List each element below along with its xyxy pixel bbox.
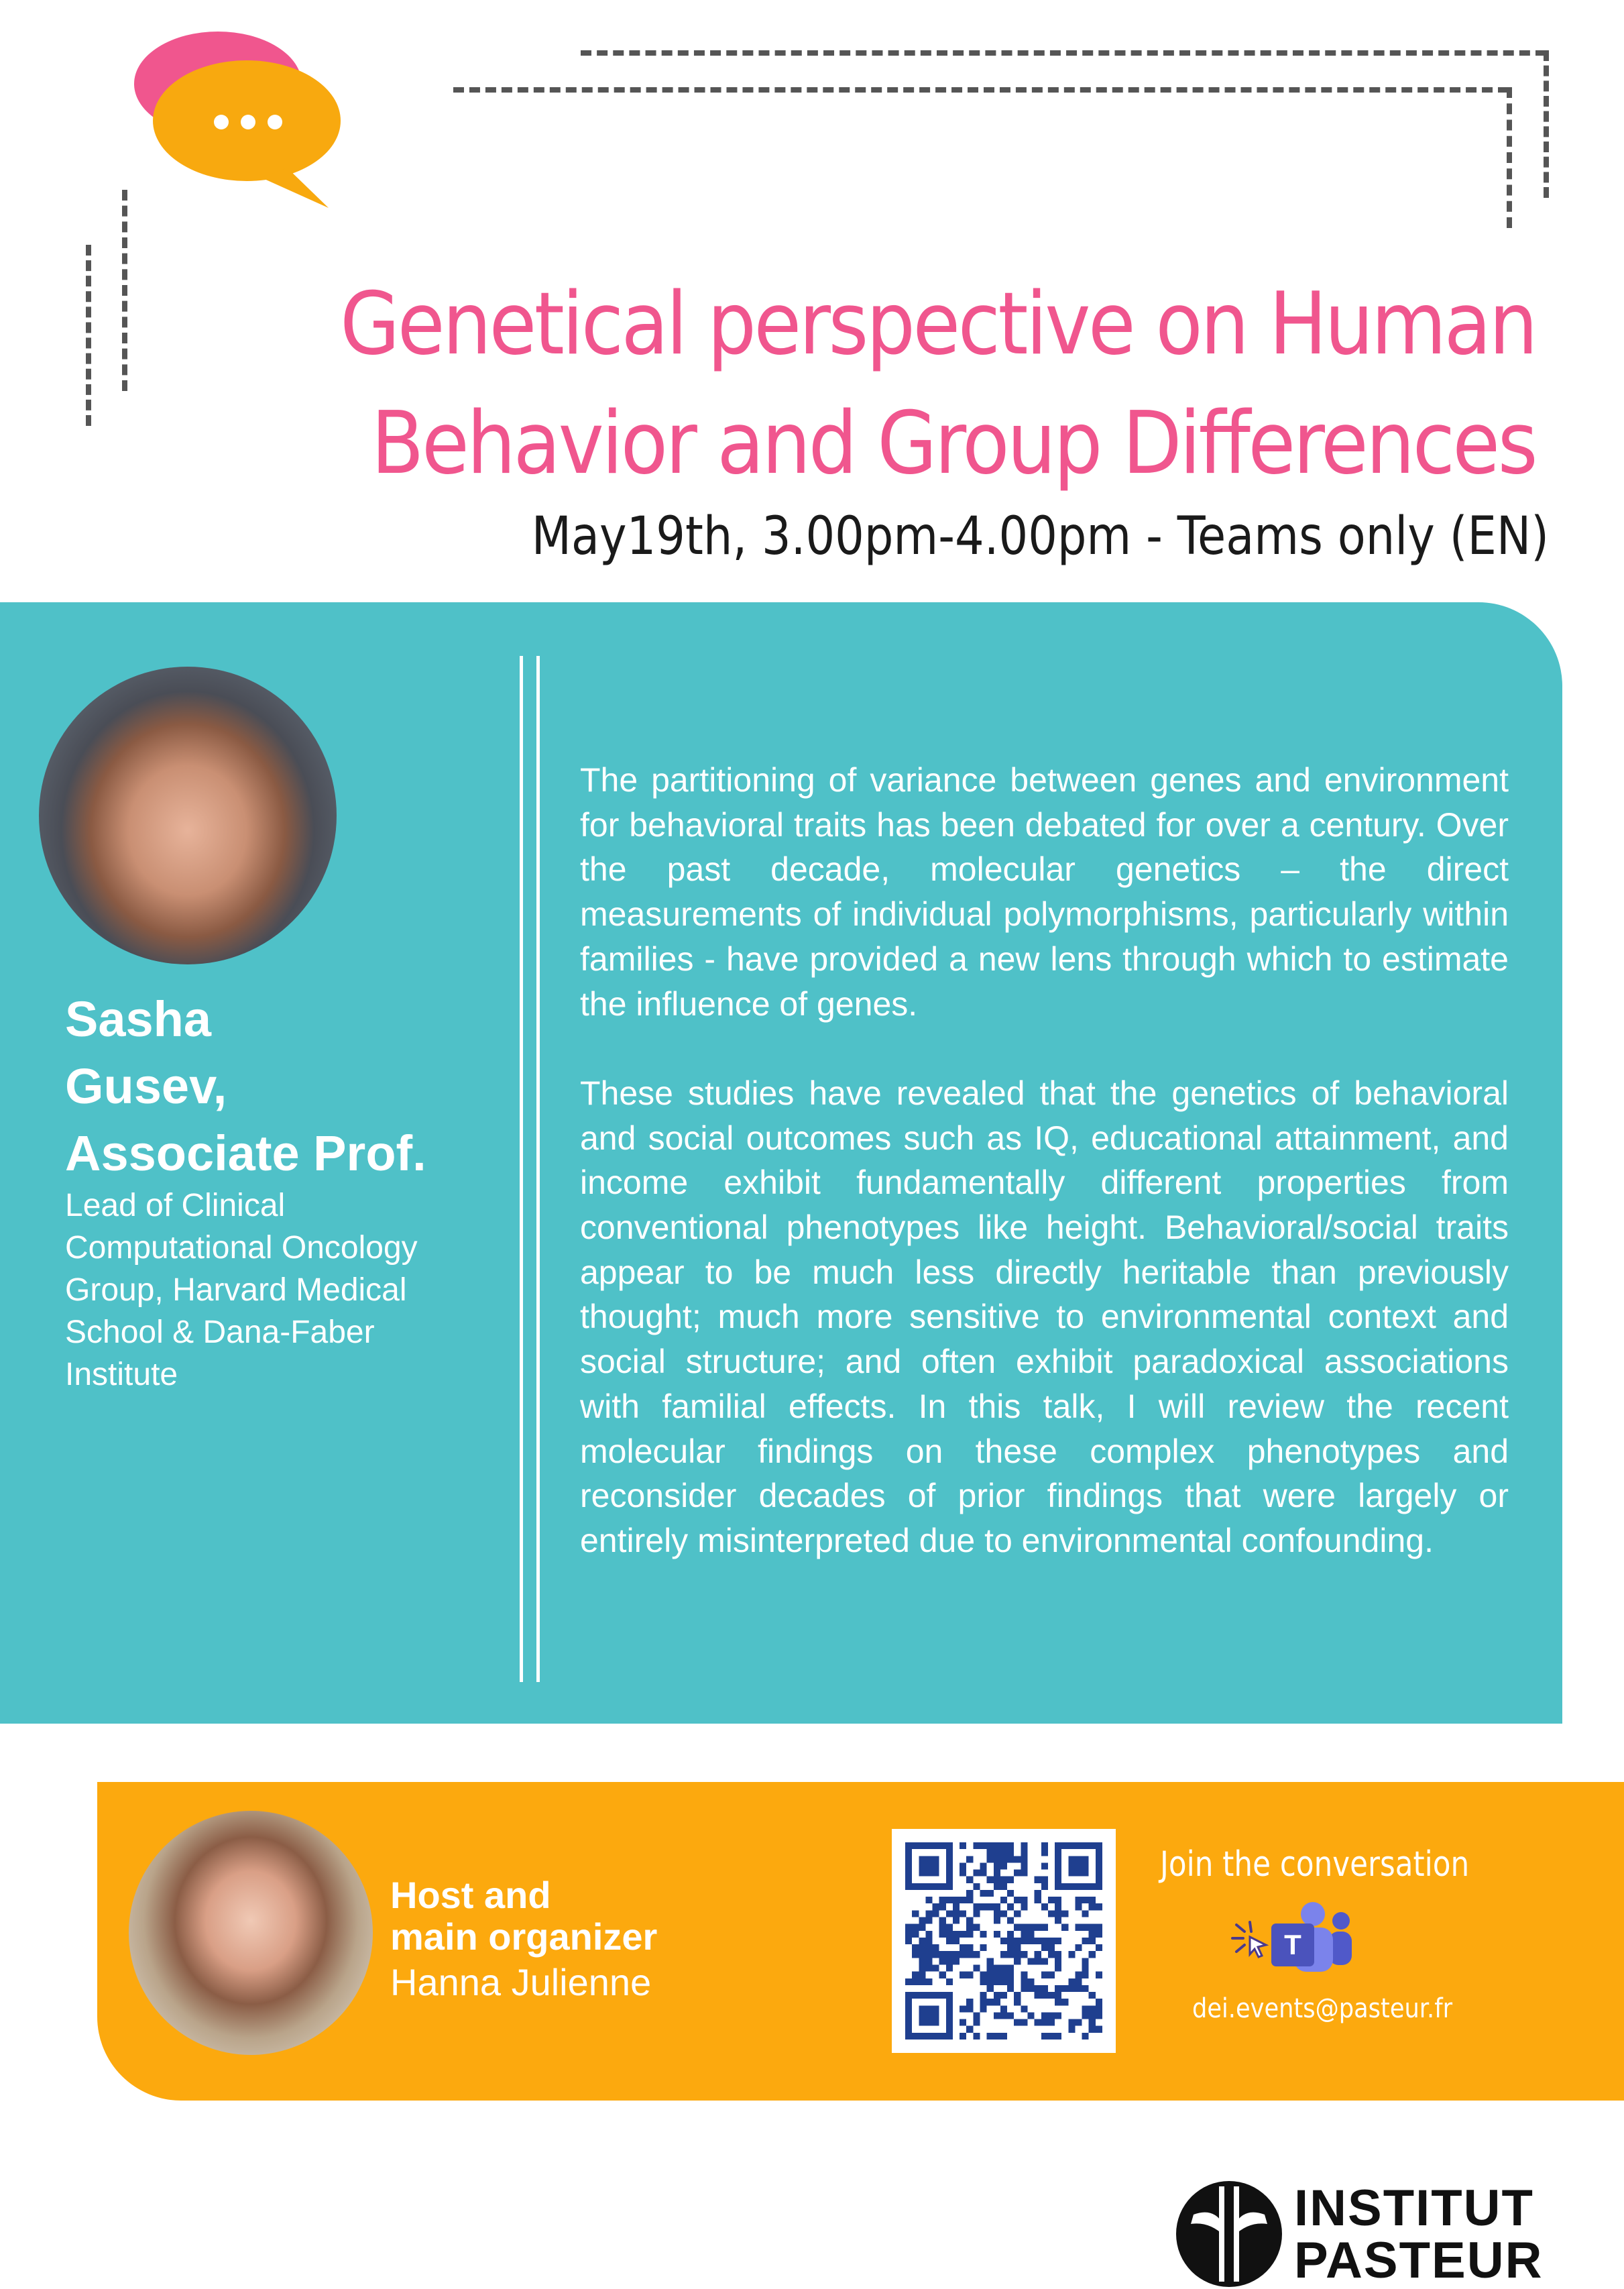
talk-abstract bbox=[580, 758, 1509, 1608]
host-photo bbox=[129, 1811, 373, 2055]
affiliation-line: Institute bbox=[65, 1357, 178, 1392]
institut-pasteur-logo-text bbox=[1294, 2182, 1544, 2287]
host-label-line: Host and bbox=[390, 1874, 551, 1916]
speaker-photo bbox=[39, 667, 337, 964]
decorative-dashed-line bbox=[86, 245, 91, 426]
institut-pasteur-logo-mark bbox=[1175, 2180, 1283, 2288]
logo-line: INSTITUT bbox=[1294, 2180, 1534, 2237]
decorative-dashed-line bbox=[581, 50, 1546, 56]
qr-code[interactable] bbox=[892, 1829, 1116, 2053]
speaker-name-line: Gusev, bbox=[65, 1058, 227, 1114]
click-sparkle-icon bbox=[1232, 1922, 1266, 1957]
page-title bbox=[335, 265, 1535, 504]
teams-letter: T bbox=[1284, 1929, 1301, 1960]
decorative-dashed-line bbox=[122, 190, 127, 391]
divider-line bbox=[520, 656, 523, 1682]
qr-code-pattern bbox=[905, 1842, 1102, 2040]
affiliation-line: Computational Oncology bbox=[65, 1230, 418, 1266]
logo-line: PASTEUR bbox=[1294, 2232, 1544, 2289]
host-name: Hanna Julienne bbox=[390, 1961, 652, 2003]
decorative-dashed-line bbox=[1507, 87, 1512, 228]
microsoft-teams-icon[interactable] bbox=[1227, 1897, 1361, 1984]
join-conversation-label: Join the conversation bbox=[1160, 1844, 1470, 1885]
speaker-name-line: Associate Prof. bbox=[65, 1125, 426, 1181]
contact-email-link[interactable]: dei.events@pasteur.fr bbox=[1192, 1993, 1453, 2024]
decorative-dashed-line bbox=[1544, 50, 1549, 198]
speaker-name bbox=[65, 986, 494, 1187]
host-label bbox=[390, 1875, 657, 1958]
title-line: Behavior and Group Differences bbox=[371, 394, 1535, 494]
affiliation-line: Group, Harvard Medical bbox=[65, 1272, 407, 1308]
affiliation-line: School & Dana-Faber bbox=[65, 1315, 375, 1350]
affiliation-line: Lead of Clinical bbox=[65, 1188, 286, 1223]
divider-line bbox=[536, 656, 540, 1682]
speaker-affiliation bbox=[65, 1184, 494, 1396]
title-line: Genetical perspective on Human bbox=[340, 274, 1536, 374]
chat-bubble-icon bbox=[121, 17, 349, 218]
event-date-time: May19th, 3.00pm-4.00pm - Teams only (EN) bbox=[531, 506, 1549, 567]
decorative-dashed-line bbox=[453, 87, 1509, 93]
abstract-paragraph: These studies have revealed that the genetics of behavioral and social outcomes such as IQ, educational attainment, and income exhibit fundamentally different properties from conventional phenotypes like height. Behavioral/social traits appear to be much less directly heritable than previously thought; much more sensitive to environmental context and social structure; and often exhibit paradoxical associations with familial effects. In this talk, I will review the recent molecular findings on these complex phenotypes and reconsider decades of prior findings that were largely or entirely misinterpreted due to environmental confounding. bbox=[580, 1074, 1509, 1559]
speaker-name-line: Sasha bbox=[65, 991, 212, 1047]
abstract-paragraph: The partitioning of variance between genes and environment for behavioral traits has been debated for over a century. Over the past decade, molecular genetics – the direct measurements of individual polymorphisms, particularly within families - have provided a new lens through which to estimate the influence of genes. bbox=[580, 761, 1509, 1023]
host-label-line: main organizer bbox=[390, 1915, 658, 1958]
